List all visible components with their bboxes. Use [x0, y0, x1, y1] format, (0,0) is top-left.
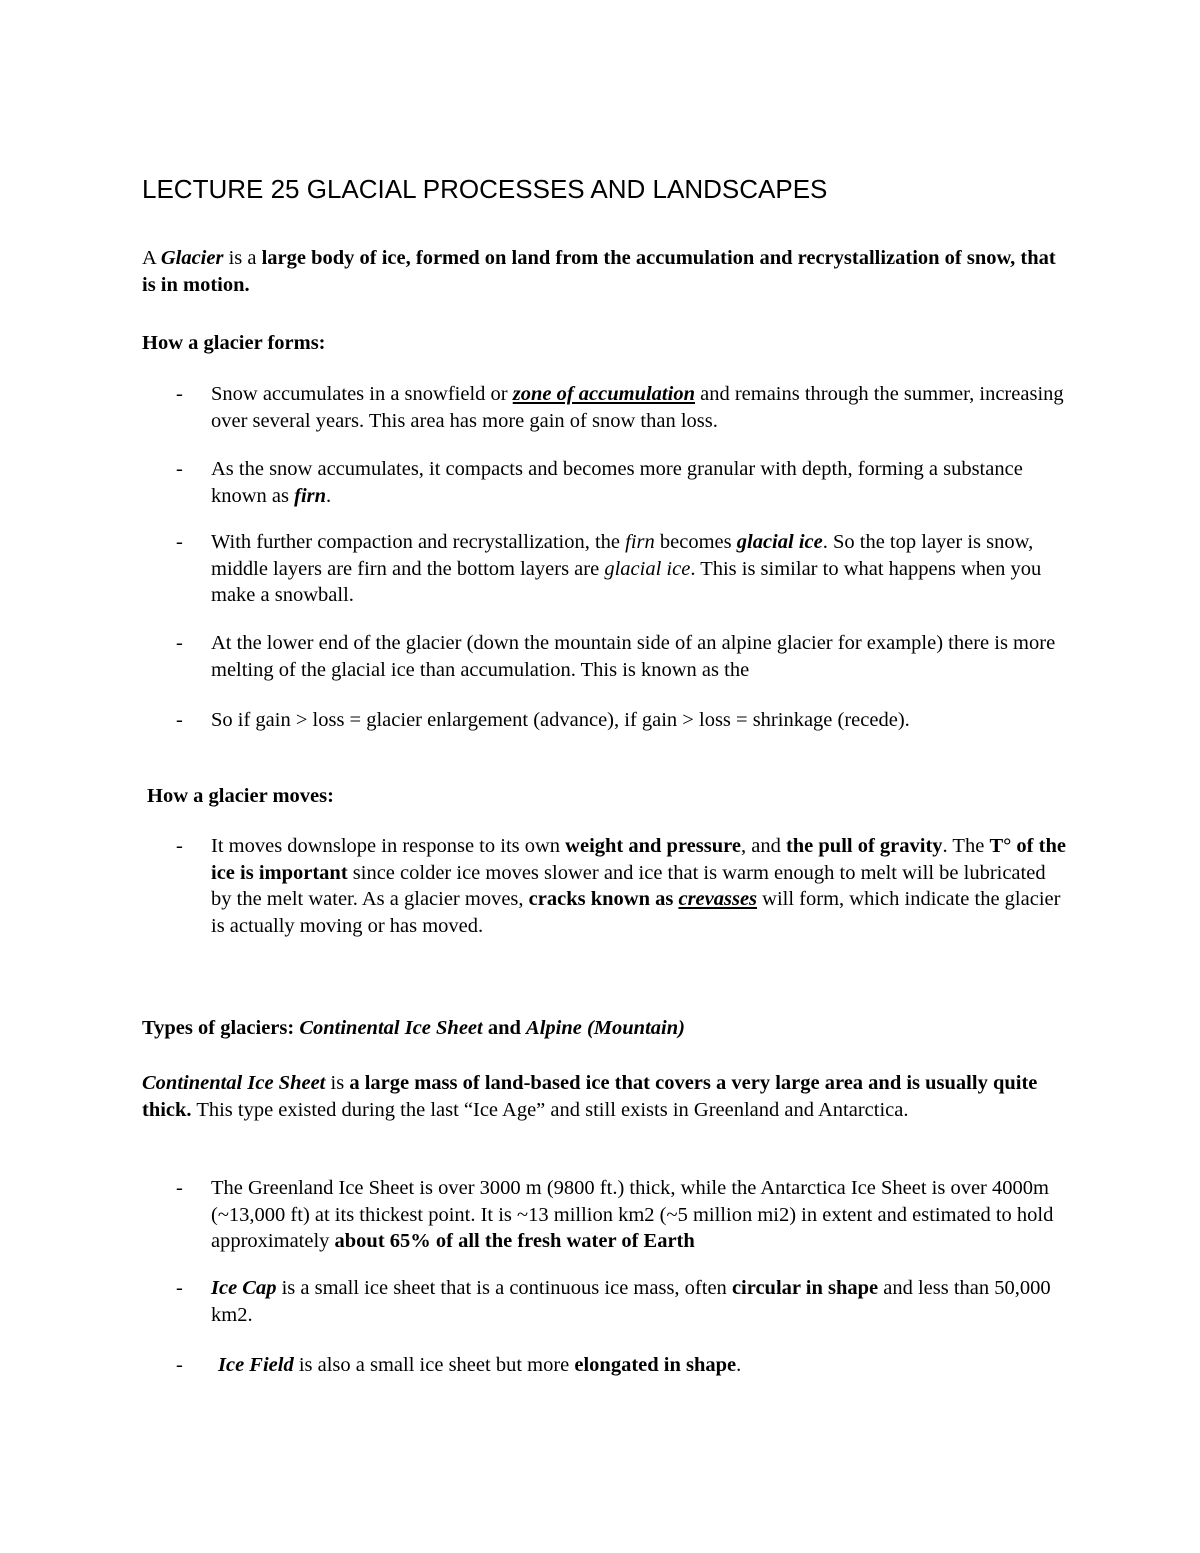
- list-item: - With further compaction and recrystallization, the firn becomes glacial ice. So the top layer is snow, middle layers are firn and the bottom layers are glacial ice. This is similar to what happens when you make a snowball.: [176, 531, 1042, 606]
- list-item: - So if gain > loss = glacier enlargement (advance), if gain > loss = shrinkage (recede).: [176, 709, 910, 731]
- term-continental-ice-sheet: Continental Ice Sheet: [142, 1072, 326, 1094]
- types-of-glaciers: Types of glaciers: Continental Ice Sheet and Alpine (Mountain): [142, 1017, 685, 1039]
- list-item: - The Greenland Ice Sheet is over 3000 m (9800 ft.) thick, while the Antarctica Ice Sheet is over 4000m (~13,000 ft) at its thickest point. It is ~13 million km2 (~5 million mi2) in extent and estimated to hold approximately about 65% of all the fresh water of Earth: [176, 1177, 1054, 1252]
- term-ice-field: Ice Field: [218, 1354, 294, 1376]
- continental-ice-sheet-definition: Continental Ice Sheet is a large mass of land-based ice that covers a very large area and is usually quite thick. This type existed during the last “Ice Age” and still exists in Greenland and Antarctica.: [142, 1072, 1038, 1121]
- list-item: - At the lower end of the glacier (down the mountain side of an alpine glacier for example) there is more melting of the glacial ice than accumulation. This is known as the: [176, 632, 1056, 681]
- page-title: LECTURE 25 GLACIAL PROCESSES AND LANDSCAPES: [142, 174, 828, 204]
- term-zone-of-accumulation: zone of accumulation: [512, 383, 695, 405]
- term-glacial-ice: glacial ice: [736, 531, 823, 553]
- heading-how-forms: How a glacier forms:: [142, 332, 326, 354]
- list-item: - Ice Field is also a small ice sheet but more elongated in shape.: [176, 1354, 742, 1376]
- list-item: - Snow accumulates in a snowfield or zone of accumulation and remains through the summer, increasing over several years. This area has more gain of snow than loss.: [176, 383, 1064, 432]
- term-ice-cap: Ice Cap: [211, 1277, 277, 1299]
- term-crevasses: crevasses: [678, 888, 758, 910]
- list-item: - As the snow accumulates, it compacts and becomes more granular with depth, forming a substance known as firn.: [176, 458, 1023, 507]
- term-firn: firn: [294, 484, 327, 507]
- list-item: - It moves downslope in response to its own weight and pressure, and the pull of gravity. The T° of the ice is important since colder ice moves slower and ice that is warm enough to melt will be lubricated by the melt water. As a glacier moves, cracks known as crevasses will form, which indicate the glacier is actually moving or has moved.: [176, 835, 1066, 937]
- glacier-definition: A Glacier is a large body of ice, formed on land from the accumulation and recrystallization of snow, that is in motion.: [142, 247, 1056, 296]
- heading-how-moves: How a glacier moves:: [147, 785, 334, 807]
- term-glacier: Glacier: [160, 247, 224, 269]
- list-item: - Ice Cap is a small ice sheet that is a continuous ice mass, often circular in shape and less than 50,000 km2.: [176, 1277, 1051, 1326]
